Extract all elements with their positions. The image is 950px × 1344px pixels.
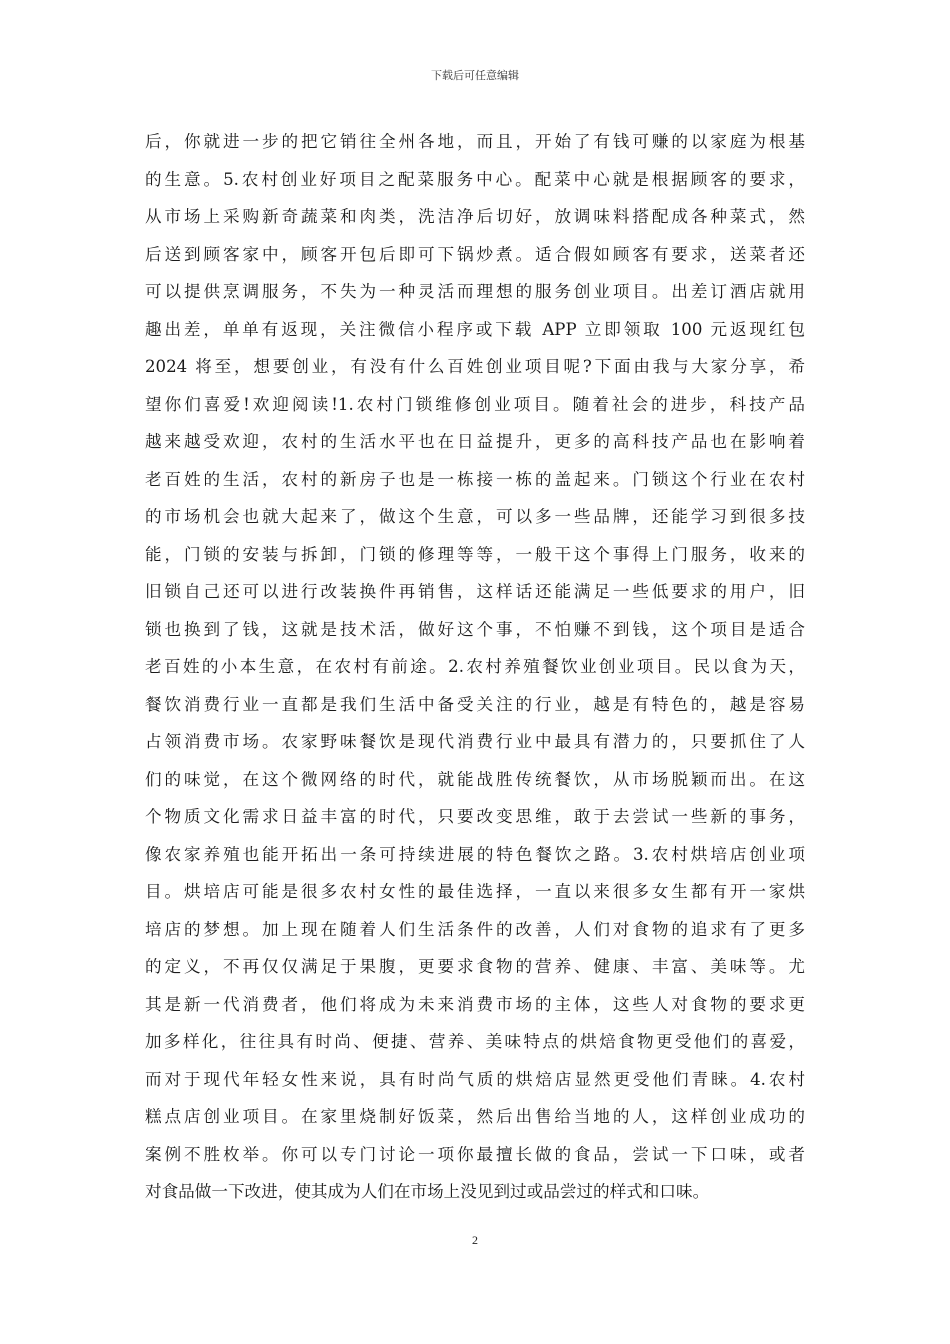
body-line: 锁也换到了钱，这就是技术活，做好这个事，不怕赚不到钱，这个项目是适合 [145, 619, 805, 639]
body-line: 目。烘培店可能是很多农村女性的最佳选择，一直以来很多女生都有开一家烘 [145, 882, 805, 901]
body-line: 的市场机会也就大起来了，做这个生意，可以多一些品牌，还能学习到很多技 [145, 507, 805, 526]
body-line: 而对于现代年轻女性来说，具有时尚气质的烘焙店显然更受他们青睐。4.农村 [145, 1069, 805, 1089]
body-line: 其是新一代消费者，他们将成为未来消费市场的主体，这些人对食物的要求更 [145, 994, 805, 1014]
body-line: 像农家养殖也能开拓出一条可持续进展的特色餐饮之路。3.农村烘培店创业项 [145, 844, 805, 864]
body-line: 的定义，不再仅仅满足于果腹，更要求食物的营养、健康、丰富、美味等。尤 [145, 957, 805, 976]
body-line: 后送到顾客家中，顾客开包后即可下锅炒煮。适合假如顾客有要求，送菜者还 [145, 244, 805, 264]
body-line: 趣出差，单单有返现，关注微信小程序或下载 APP 立即领取 100 元返现红包 [145, 319, 805, 339]
body-line: 个物质文化需求日益丰富的时代，只要改变思维，敢于去尝试一些新的事务， [145, 807, 805, 826]
body-line: 从市场上采购新奇蔬菜和肉类，洗洁净后切好，放调味料搭配成各种菜式，然 [145, 207, 805, 226]
body-line: 越来越受欢迎，农村的生活水平也在日益提升，更多的高科技产品也在影响着 [145, 432, 805, 451]
body-line: 老百姓的小本生意，在农村有前途。2.农村养殖餐饮业创业项目。民以食为天， [145, 657, 805, 676]
page-number: 2 [472, 1233, 478, 1247]
body-line: 糕点店创业项目。在家里烧制好饭菜，然后出售给当地的人，这样创业成功的 [145, 1107, 805, 1126]
body-line: 占领消费市场。农家野味餐饮是现代消费行业中最具有潜力的，只要抓住了人 [145, 732, 805, 751]
body-line: 能，门锁的安装与拆卸，门锁的修理等等，一般干这个事得上门服务，收来的 [145, 544, 805, 564]
body-line: 餐饮消费行业一直都是我们生活中备受关注的行业，越是有特色的，越是容易 [145, 694, 805, 714]
document-body [145, 123, 805, 1211]
body-line: 老百姓的生活，农村的新房子也是一栋接一栋的盖起来。门锁这个行业在农村 [145, 469, 805, 489]
body-line: 加多样化，往往具有时尚、便捷、营养、美味特点的烘焙食物更受他们的喜爱， [145, 1032, 805, 1051]
body-line: 旧锁自己还可以进行改装换件再销售，这样话还能满足一些低要求的用户，旧 [145, 582, 805, 601]
body-line: 案例不胜枚举。你可以专门讨论一项你最擅长做的食品，尝试一下口味，或者 [145, 1144, 805, 1164]
body-line: 2024 将至，想要创业，有没有什么百姓创业项目呢?下面由我与大家分享，希 [145, 357, 805, 376]
body-line: 可以提供烹调服务，不失为一种灵活而理想的服务创业项目。出差订酒店就用 [145, 282, 805, 301]
body-line: 培店的梦想。加上现在随着人们生活条件的改善，人们对食物的追求有了更多 [145, 919, 805, 939]
body-line: 对食品做一下改进，使其成为人们在市场上没见到过或品尝过的样式和口味。 [145, 1182, 710, 1201]
body-line: 望你们喜爱!欢迎阅读!1.农村门锁维修创业项目。随着社会的进步，科技产品 [145, 394, 805, 414]
body-line: 们的味觉，在这个微网络的时代，就能战胜传统餐饮，从市场脱颖而出。在这 [145, 769, 805, 789]
body-line: 的生意。5.农村创业好项目之配菜服务中心。配菜中心就是根据顾客的要求， [145, 169, 805, 189]
body-line: 后，你就进一步的把它销往全州各地，而且，开始了有钱可赚的以家庭为根基 [145, 132, 805, 151]
page-header: 下载后可任意编辑 [431, 69, 519, 82]
